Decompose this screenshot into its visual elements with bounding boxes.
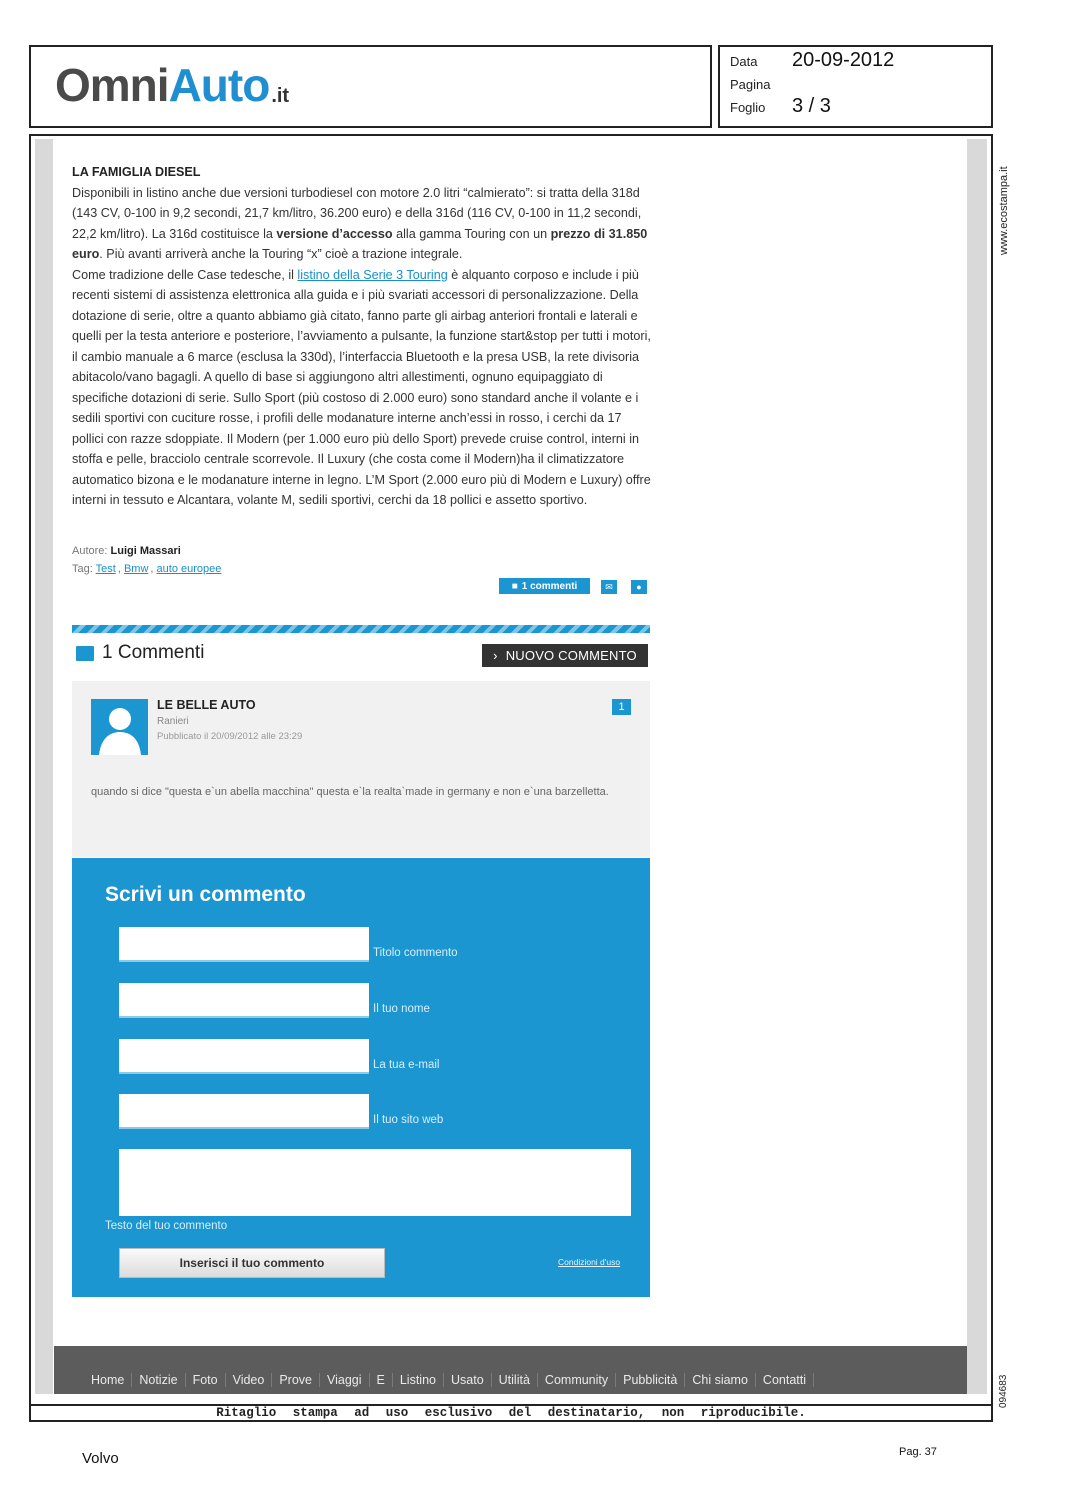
data-value: 20-09-2012 [792, 49, 895, 71]
clipping-notice: Ritaglio stampa ad uso esclusivo del destinatario, non riproducibile. [216, 1406, 806, 1420]
nav-item-prove[interactable]: Prove [272, 1373, 320, 1387]
email-share-icon[interactable]: ✉ [601, 580, 617, 594]
nav-item-community[interactable]: Community [538, 1373, 616, 1387]
nav-item-e[interactable]: E [370, 1373, 393, 1387]
nav-item-utilita[interactable]: Utilità [492, 1373, 538, 1387]
name-input[interactable] [119, 983, 369, 1018]
comment-bubble-icon: ■ [511, 580, 518, 592]
nav-item-listino[interactable]: Listino [393, 1373, 444, 1387]
clip-code: 094683 [998, 1374, 1009, 1408]
foglio-label: Foglio [730, 100, 766, 115]
article-tags: Tag: Test , Bmw , auto europee [72, 563, 222, 575]
comment-author: LE BELLE AUTO [157, 698, 256, 712]
email-label: La tua e-mail [373, 1059, 440, 1071]
article-paragraph-2: Come tradizione delle Case tedesche, il listino della Serie 3 Touring è alquanto corposo e include i più recenti sistemi di assistenza elettronica alla guida e i più svariati accessori di personalizzazione. Della dotazione di serie, oltre a quanto abbiamo già citato, fanno parte gli airbag anteriori frontali e laterali e quelli per la testa anteriore e posteriore, l’avviamento a pulsante, la funzione start&stop per tutti i motori, il cambio manuale a 6 marce (esclusa la 330d), l’interfaccia Bluetooth e la presa USB, la rete divisoria abitacolo/vano bagagli. A quello di base si aggiungono altri allestimenti, ognuno equipaggiato di specifiche dotazioni di serie. Sullo Sport (più costoso di 2.000 euro) sono standard anche il volante e i sedili sportivi con cuciture rosse, i profili delle modanature interne anch’essi in rosso, i cerchi da 17 pollici con razze sdoppiate. Il Modern (per 1.000 euro più dello Sport) prevede cruise control, interni in stoffa e pelle, bracciolo centrale scorrevole. Il Luxury (che costa come il Modern)ha il climatizzatore automatico bizona e le modanature interne in legno. L’M Sport (2.000 euro più di Modern e Luxury) offre interni in tessuto e Alcantara, volante M, sedili sportivi, cerchi da 18 pollici e assetto sportivo. [72, 267, 651, 507]
name-label: Il tuo nome [373, 1003, 430, 1015]
nav-item-notizie[interactable]: Notizie [132, 1373, 185, 1387]
logo-it: .it [271, 85, 290, 107]
nav-item-chi-siamo[interactable]: Chi siamo [685, 1373, 756, 1387]
article-paragraph-1: Disponibili in listino anche due versioni turbodiesel con motore 2.0 litri “calmierato”: si tratta della 318d (143 CV, 0-100 in 9,2 secondi, 21,7 km/litro, 36.200 euro) e della 316d (116 CV, 0-100 in 11,2 secondi, 22,2 km/litro). La 316d costituisce la versione d’accesso alla gamma Touring con un prezzo di 31.850 euro. Più avanti arriverà anche la Touring “x” cioè a trazione integrale. [72, 185, 648, 261]
article-author: Autore: Luigi Massari [72, 545, 181, 557]
tag-link[interactable]: Test [95, 563, 116, 575]
foglio-value: 3 / 3 [792, 95, 831, 117]
email-input[interactable] [119, 1039, 369, 1074]
tag-link[interactable]: auto europee [156, 563, 222, 575]
comment-text-label: Testo del tuo commento [105, 1220, 228, 1232]
comments-title: 1 Commenti [76, 642, 204, 664]
comment-username: Ranieri [157, 716, 189, 727]
comment-title-input[interactable] [119, 927, 369, 962]
nav-item-contatti[interactable]: Contatti [756, 1373, 814, 1387]
nav-item-home[interactable]: Home [84, 1373, 132, 1387]
user-avatar-icon [91, 699, 148, 755]
article-heading: LA FAMIGLIA DIESEL [72, 165, 201, 179]
comment-date: Pubblicato il 20/09/2012 alle 23:29 [157, 731, 303, 742]
nav-item-viaggi[interactable]: Viaggi [320, 1373, 370, 1387]
chat-share-icon[interactable]: ● [631, 580, 647, 594]
tag-link[interactable]: Bmw [123, 563, 149, 575]
nav-item-pubblicita[interactable]: Pubblicità [616, 1373, 685, 1387]
data-label: Data [730, 54, 758, 69]
page-number: Pag. 37 [899, 1446, 937, 1458]
form-title: Scrivi un commento [105, 883, 306, 906]
comment-text-input[interactable] [119, 1149, 631, 1216]
left-gutter [35, 139, 53, 1394]
nav-item-usato[interactable]: Usato [444, 1373, 492, 1387]
website-label: Il tuo sito web [373, 1114, 444, 1126]
omniauto-logo[interactable] [55, 59, 290, 112]
nav-item-video[interactable]: Video [226, 1373, 273, 1387]
listino-link[interactable]: listino della Serie 3 Touring [297, 267, 448, 282]
nav-item-foto[interactable]: Foto [186, 1373, 226, 1387]
logo-omni: Omni [55, 59, 169, 111]
new-comment-button[interactable]: › NUOVO COMMENTO [482, 644, 648, 667]
article-body [72, 162, 652, 511]
submit-comment-button[interactable]: Inserisci il tuo commento [119, 1248, 385, 1278]
pagina-label: Pagina [730, 77, 771, 92]
right-gutter [967, 139, 987, 1394]
logo-auto: Auto [168, 59, 270, 111]
comments-bubble-icon [76, 646, 94, 661]
comments-count-button[interactable]: ■ 1 commenti [499, 578, 590, 594]
comment-text: quando si dice "questa e`un abella macchina" questa e`la realta`made in germany e non e`una barzelletta. [91, 786, 609, 798]
brand-label: Volvo [82, 1450, 119, 1467]
ecostampa-url: www.ecostampa.it [998, 166, 1010, 255]
comment-number-badge: 1 [612, 699, 631, 715]
section-divider [72, 625, 650, 633]
comment-title-label: Titolo commento [373, 947, 458, 959]
terms-link[interactable]: Condizioni d'uso [558, 1257, 621, 1267]
footer-nav-items [84, 1373, 814, 1387]
website-input[interactable] [119, 1094, 369, 1129]
chevron-right-icon: › [493, 648, 498, 663]
